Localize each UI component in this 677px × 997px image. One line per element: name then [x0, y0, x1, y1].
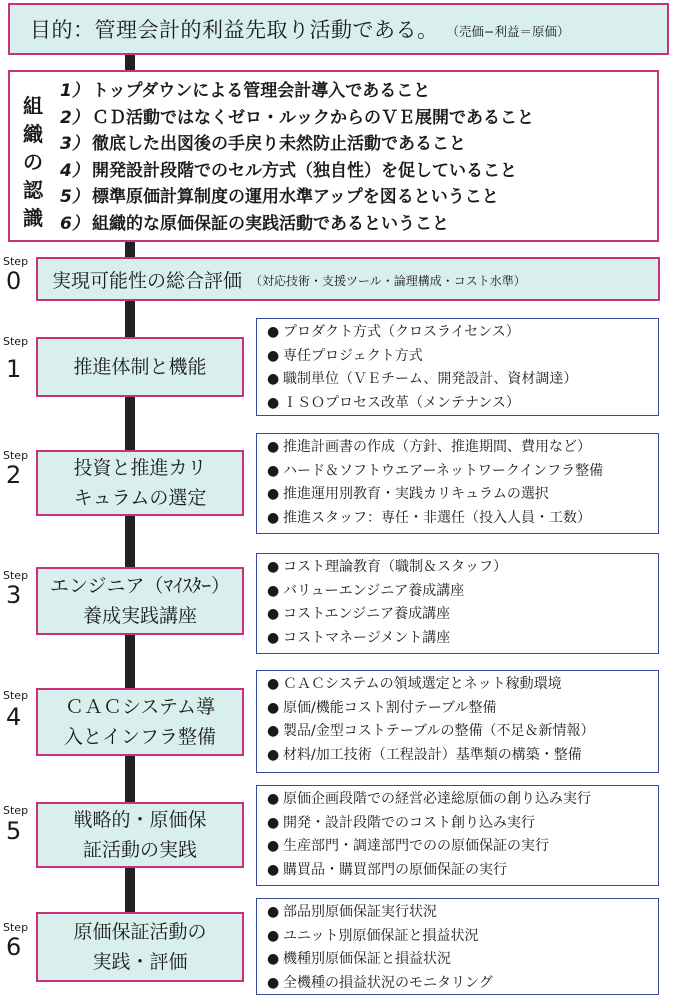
detail-text: 職制単位（ＶＥチーム、開発設計、資材調達） — [283, 371, 578, 387]
step-6-box — [36, 912, 244, 982]
detail-text: 推進計画書の作成（方針、推進期間、費用など） — [283, 439, 591, 455]
recognition-item-number: 2） — [60, 107, 89, 128]
detail-text: 推進スタッフ：専任・非選任（投入人員・工数） — [283, 509, 591, 526]
bullet-icon: ● — [267, 951, 280, 967]
detail-text: 材料/加工技術（工程設計）基準類の構築・整備 — [283, 746, 582, 763]
purpose-text: 目的：管理会計的利益先取り活動である。 — [30, 18, 439, 42]
detail-item — [267, 972, 658, 996]
detail-item — [267, 436, 658, 460]
step-5-title-line: 証活動の実践 — [82, 839, 197, 861]
recognition-item-number: 6） — [60, 213, 89, 234]
detail-item — [267, 859, 658, 883]
step-6-details — [256, 898, 659, 995]
recognition-item-text: トップダウンによる管理会計導入であること — [92, 81, 431, 101]
step-1-label: Step — [3, 335, 29, 348]
step-4-title-line: ＣＡＣシステム導 — [64, 696, 216, 718]
bullet-icon: ● — [267, 324, 280, 340]
step-3-number: 3 — [6, 581, 22, 609]
step-0-number: 0 — [6, 267, 22, 295]
detail-text: コストマネージメント講座 — [283, 629, 451, 646]
detail-item — [267, 556, 658, 580]
bullet-icon: ● — [267, 582, 280, 599]
recognition-item-text: ＣＤ活動ではなくゼロ・ルックからのＶＥ展開であること — [92, 107, 534, 128]
recognition-item-text: 開発設計段階でのセル方式（独自性）を促していること — [92, 160, 517, 181]
recognition-item-text: 標準原価計算制度の運用水準アップを図るということ — [92, 187, 499, 207]
recognition-title — [16, 92, 50, 232]
recognition-item-number: 1） — [60, 81, 89, 101]
recognition-item-number: 5） — [60, 187, 89, 207]
step-6-number: 6 — [6, 933, 22, 961]
recognition-item — [60, 184, 534, 211]
bullet-icon: ● — [267, 904, 280, 920]
step-2-label: Step — [3, 449, 29, 462]
bullet-icon: ● — [267, 606, 280, 622]
recognition-item — [60, 131, 534, 158]
step-2-box — [36, 450, 244, 516]
bullet-icon: ● — [267, 927, 280, 944]
detail-item — [267, 744, 658, 768]
bullet-icon: ● — [267, 974, 280, 991]
detail-text: プロダクト方式（クロスライセンス） — [283, 324, 520, 340]
recognition-item — [60, 211, 534, 238]
recognition-item — [60, 158, 534, 185]
step-4-details — [256, 670, 659, 773]
detail-item — [267, 948, 658, 972]
recognition-title-char: 認 — [23, 178, 43, 202]
detail-text: 開発・設計段階でのコスト創り込み実行 — [283, 814, 535, 831]
detail-text: コスト理論教育（職制＆スタッフ） — [283, 559, 507, 575]
step-4-label: Step — [3, 689, 29, 702]
bullet-icon: ● — [267, 676, 280, 692]
recognition-item — [60, 78, 534, 105]
detail-text: ＩＳＯプロセス改革（メンテナンス） — [283, 394, 520, 411]
bullet-icon: ● — [267, 861, 280, 878]
recognition-item-text: 組織的な原価保証の実践活動であるということ — [92, 213, 449, 234]
detail-item — [267, 368, 658, 392]
recognition-title-char: 組 — [23, 94, 43, 118]
step-2-details — [256, 433, 659, 534]
step-2-title-line: 投資と推進カリ — [73, 457, 207, 479]
recognition-title-char: の — [23, 150, 43, 174]
detail-text: 原価/機能コスト割付テーブル整備 — [283, 699, 497, 716]
recognition-item-number: 4） — [60, 160, 89, 181]
detail-text: 機種別原価保証と損益状況 — [283, 951, 451, 967]
purpose-box — [8, 3, 669, 55]
detail-item — [267, 720, 658, 744]
step-3-title-line: 養成実践講座 — [82, 605, 197, 627]
detail-text: 原価企画段階での経営必達総原価の創り込み実行 — [283, 791, 591, 807]
recognition-title-char: 織 — [23, 122, 43, 146]
detail-item — [267, 627, 658, 651]
step-5-label: Step — [3, 804, 29, 817]
bullet-icon: ● — [267, 746, 280, 763]
step-4-box — [36, 688, 244, 756]
step-6-title-line: 実践・評価 — [92, 951, 188, 973]
recognition-item-text: 徹底した出図後の手戻り未然防止活動であること — [92, 134, 466, 154]
step-5-box — [36, 802, 244, 868]
step-0-title: 実現可能性の総合評価 — [52, 269, 243, 292]
detail-item — [267, 483, 658, 507]
bullet-icon: ● — [267, 699, 280, 716]
detail-item — [267, 673, 658, 697]
step-0-box — [36, 257, 660, 301]
detail-item — [267, 460, 658, 484]
detail-text: バリューエンジニア養成講座 — [283, 582, 465, 599]
detail-text: 推進運用別教育・実践カリキュラムの選択 — [283, 486, 549, 502]
bullet-icon: ● — [267, 629, 280, 646]
bullet-icon: ● — [267, 838, 280, 854]
step-5-title-line: 戦略的・原価保 — [73, 809, 207, 831]
detail-item — [267, 901, 658, 925]
step-5-number: 5 — [6, 817, 22, 845]
detail-item — [267, 788, 658, 812]
step-1-title-line: 推進体制と機能 — [73, 356, 207, 378]
bullet-icon: ● — [267, 559, 280, 575]
detail-item — [267, 925, 658, 949]
detail-item — [267, 507, 658, 531]
purpose-note: （売価−利益＝原価） — [446, 24, 570, 39]
bullet-icon: ● — [267, 394, 280, 411]
bullet-icon: ● — [267, 439, 280, 455]
bullet-icon: ● — [267, 791, 280, 807]
detail-item — [267, 835, 658, 859]
step-5-details — [256, 785, 659, 886]
step-4-number: 4 — [6, 703, 22, 731]
detail-item — [267, 697, 658, 721]
recognition-item — [60, 105, 534, 132]
organization-recognition-box — [8, 70, 659, 242]
recognition-item-number: 3） — [60, 134, 89, 154]
step-3-details — [256, 553, 659, 654]
step-2-number: 2 — [6, 461, 22, 489]
detail-item — [267, 345, 658, 369]
detail-text: 購買品・購買部門の原価保証の実行 — [283, 861, 507, 878]
recognition-list — [60, 78, 534, 237]
step-6-label: Step — [3, 921, 29, 934]
detail-item — [267, 392, 658, 416]
detail-text: ハード＆ソフトウエアーネットワークインフラ整備 — [283, 462, 604, 479]
detail-item — [267, 603, 658, 627]
bullet-icon: ● — [267, 814, 280, 831]
detail-text: 専任プロジェクト方式 — [283, 347, 423, 364]
detail-item — [267, 580, 658, 604]
step-2-title-line: キュラムの選定 — [73, 487, 207, 509]
step-4-title-line: 入とインフラ整備 — [63, 726, 216, 748]
step-1-number: 1 — [6, 355, 22, 383]
detail-text: コストエンジニア養成講座 — [283, 606, 451, 622]
bullet-icon: ● — [267, 486, 280, 502]
step-1-details — [256, 318, 659, 416]
step-3-box — [36, 567, 244, 635]
detail-text: 製品/金型コストテーブルの整備（不足＆新情報） — [283, 723, 595, 739]
bullet-icon: ● — [267, 371, 280, 387]
step-0-note: （対応技術・支援ツール・論理構成・コスト水準） — [250, 274, 526, 288]
step-3-title-line: エンジニア（ﾏｲｽﾀｰ） — [49, 575, 231, 597]
detail-item — [267, 321, 658, 345]
step-6-title-line: 原価保証活動の — [73, 921, 207, 943]
bullet-icon: ● — [267, 509, 280, 526]
step-1-box — [36, 337, 244, 397]
detail-text: 全機種の損益状況のモニタリング — [283, 974, 493, 991]
bullet-icon: ● — [267, 462, 280, 479]
step-3-label: Step — [3, 569, 29, 582]
detail-item — [267, 812, 658, 836]
step-0-label: Step — [3, 255, 29, 268]
bullet-icon: ● — [267, 723, 280, 739]
bullet-icon: ● — [267, 347, 280, 364]
detail-text: 部品別原価保証実行状況 — [283, 904, 437, 920]
recognition-title-char: 識 — [23, 206, 43, 230]
detail-text: ＣＡＣシステムの領域選定とネット稼動環境 — [283, 676, 562, 692]
detail-text: 生産部門・調達部門でのの原価保証の実行 — [283, 838, 549, 854]
detail-text: ユニット別原価保証と損益状況 — [283, 927, 479, 944]
